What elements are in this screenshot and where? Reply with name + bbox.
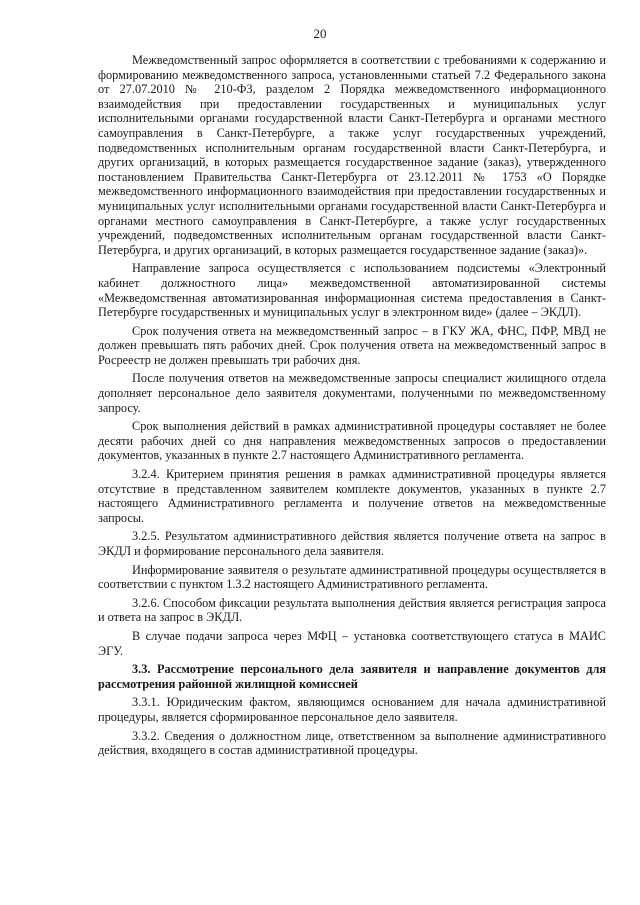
- paragraph: В случае подачи запроса через МФЦ – установка соответствующего статуса в МАИС ЭГУ.: [98, 628, 606, 658]
- paragraph: 3.3.2. Сведения о должностном лице, ответственном за выполнение административного действия, входящего в состав административной процедуры.: [98, 728, 606, 758]
- paragraph: 3.2.4. Критерием принятия решения в рамках административной процедуры является отсутствие в представленном заявителем комплекте документов, указанных в пункте 2.7 настоящего Административного регламента и получение ответов на межведомственные запросы.: [98, 467, 606, 525]
- section-heading: 3.3. Рассмотрение персонального дела заявителя и направление документов для рассмотрения районной жилищной комиссией: [98, 662, 606, 691]
- paragraph: Информирование заявителя о результате административной процедуры осуществляется в соответствии с пунктом 1.3.2 настоящего Административного регламента.: [98, 562, 606, 592]
- paragraph: 3.2.6. Способом фиксации результата выполнения действия является регистрация запроса и ответа на запрос в ЭКДЛ.: [98, 595, 606, 625]
- paragraph: Направление запроса осуществляется с использованием подсистемы «Электронный кабинет должностного лица» межведомственной автоматизированной системы «Межведомственная автоматизированная информационная система предоставления в Санкт-Петербурге государственных и муниципальных услуг в электронном виде» (далее – ЭКДЛ).: [98, 261, 606, 320]
- paragraph: 3.3.1. Юридическим фактом, являющимся основанием для начала административной процедуры, является сформированное персональное дело заявителя.: [98, 695, 606, 724]
- paragraph: Срок выполнения действий в рамках административной процедуры составляет не более десяти рабочих дней со дня направления межведомственных запросов о предоставлении документов, указанных в пункте 2.7 настоящего Административного регламента.: [98, 419, 606, 463]
- paragraph: Срок получения ответа на межведомственный запрос – в ГКУ ЖА, ФНС, ПФР, МВД не должен превышать пять рабочих дней. Срок получения ответа на межведомственный запрос в Росреестр не должен превышать три рабочих дня.: [98, 323, 606, 367]
- paragraph: 3.2.5. Результатом административного действия является получение ответа на запрос в ЭКДЛ и формирование персонального дела заявителя.: [98, 529, 606, 558]
- paragraph: После получения ответов на межведомственные запросы специалист жилищного отдела дополняет персональное дело заявителя документами, полученными по межведомственному запросу.: [98, 371, 606, 415]
- paragraph: Межведомственный запрос оформляется в соответствии с требованиями к содержанию и формированию межведомственного запроса, установленными статьей 7.2 Федерального закона от 27.07.2010 № 210-ФЗ, разделом 2 Порядка межведомственного информационного взаимодействия при предоставлении государственных и муниципальных услуг исполнительными органами государственной власти Санкт-Петербурга и органами местного самоуправления в Санкт-Петербурге, а также услуг государственных учреждений, подведомственных исполнительным органам государственной власти Санкт-Петербурга, и других организаций, в которых размещается государственное задание (заказ), утвержденного постановлением Правительства Санкт-Петербурга от 23.12.2011 № 1753 «О Порядке межведомственного информационного взаимодействия при предоставлении государственных и муниципальных услуг исполнительными органами государственной власти Санкт-Петербурга и органами местного самоуправления в Санкт-Петербурге, а также услуг государственных учреждений, подведомственных исполнительным органам государственной власти Санкт-Петербурга, и других организаций, в которых размещается государственное задание (заказ)».: [98, 53, 606, 257]
- document-body: [98, 53, 606, 762]
- page-number: 20: [313, 26, 327, 41]
